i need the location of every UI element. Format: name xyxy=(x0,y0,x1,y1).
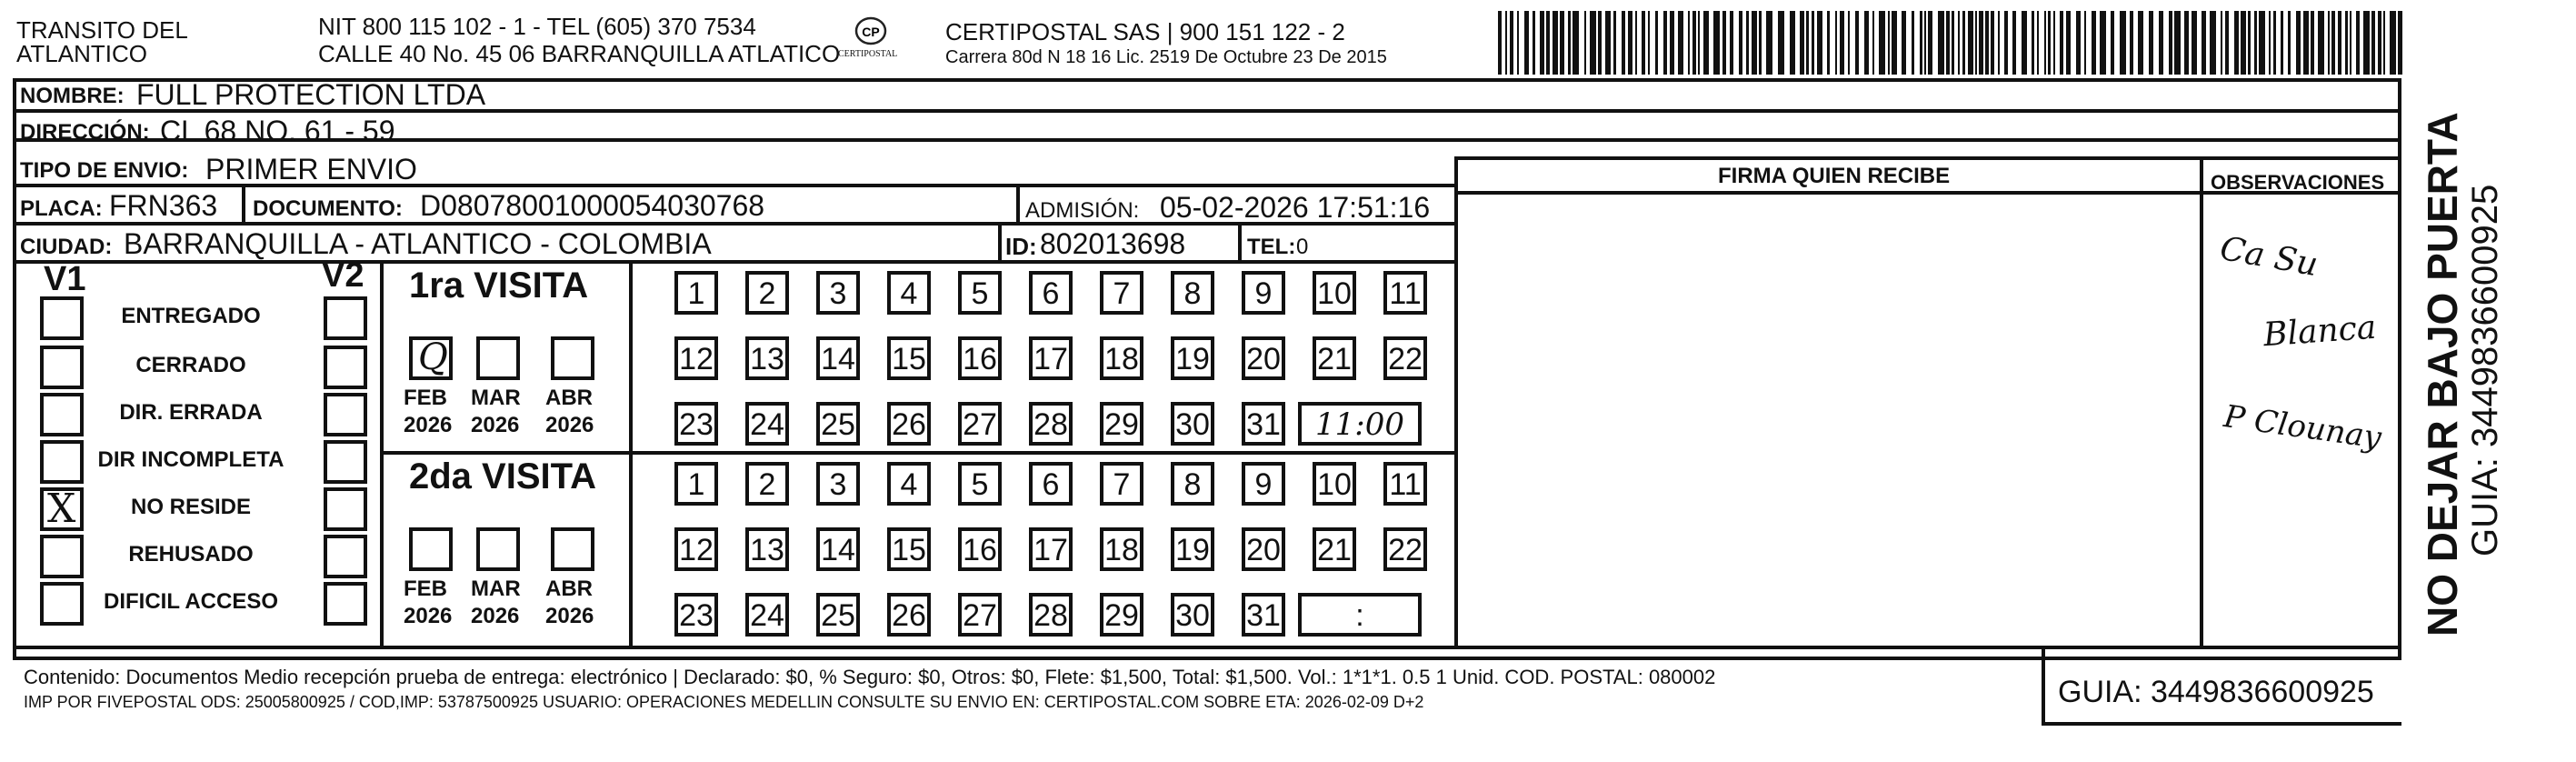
barcode-bar xyxy=(1962,11,1965,75)
month-label: FEB xyxy=(404,386,447,410)
barcode-bar xyxy=(1790,11,1795,75)
month-checkbox-abr[interactable] xyxy=(551,527,594,571)
day-box[interactable]: 3 xyxy=(816,271,860,315)
observaciones-label: OBSERVACIONES xyxy=(2211,171,2385,194)
day-box[interactable]: 29 xyxy=(1100,402,1143,446)
barcode-bar xyxy=(1505,11,1507,75)
barcode-bar xyxy=(1730,11,1733,75)
barcode-bar xyxy=(1924,11,1926,75)
barcode-bar xyxy=(2174,11,2181,75)
day-box[interactable]: 12 xyxy=(674,527,718,571)
reason-label: CERRADO xyxy=(135,353,246,377)
day-box[interactable]: 9 xyxy=(1242,271,1285,315)
admision-value: 05-02-2026 17:51:16 xyxy=(1160,191,1431,224)
day-box[interactable]: 11 xyxy=(1383,271,1427,315)
day-box[interactable]: 12 xyxy=(674,336,718,380)
firma-obs-divider xyxy=(2200,156,2203,649)
day-box[interactable]: 10 xyxy=(1313,271,1356,315)
barcode-bar xyxy=(1560,11,1564,75)
barcode-bar xyxy=(1590,11,1596,75)
day-box[interactable]: 7 xyxy=(1100,271,1143,315)
barcode-bar xyxy=(2210,11,2216,75)
company-line: CERTIPOSTAL SAS | 900 151 122 - 2 xyxy=(945,18,1345,45)
month-label: FEB xyxy=(404,577,447,601)
barcode-bar xyxy=(2120,11,2126,75)
v2-checkbox-3[interactable] xyxy=(324,393,367,436)
barcode-bar xyxy=(1835,11,1837,75)
barcode-bar xyxy=(2084,11,2086,75)
v2-checkbox-5[interactable] xyxy=(324,487,367,531)
barcode-bar xyxy=(1855,11,1859,75)
vertical-guia-text: GUIA: 3449836600925 xyxy=(2465,184,2505,556)
sender-name-line2: ATLANTICO xyxy=(16,40,147,67)
barcode-bar xyxy=(2060,11,2063,75)
barcode-bar xyxy=(1778,11,1784,75)
day-box[interactable]: 7 xyxy=(1100,462,1143,506)
nombre-label: NOMBRE: xyxy=(20,84,125,108)
reason-label: REHUSADO xyxy=(128,542,254,566)
barcode-bar xyxy=(1817,11,1822,75)
barcode-bar xyxy=(1806,11,1809,75)
barcode-bar xyxy=(1713,11,1720,75)
day-box[interactable]: 28 xyxy=(1029,402,1073,446)
barcode-bar xyxy=(1670,11,1674,75)
barcode-bar xyxy=(1524,11,1529,75)
day-box[interactable]: 17 xyxy=(1029,336,1073,380)
barcode-bar xyxy=(2169,11,2172,75)
barcode-bar xyxy=(2138,11,2143,75)
year-label: 2026 xyxy=(471,413,520,437)
barcode-bar xyxy=(2076,11,2081,75)
day-box[interactable]: 10 xyxy=(1313,462,1356,506)
barcode-bar xyxy=(1800,11,1804,75)
tel-value: 0 xyxy=(1296,235,1309,259)
year-label: 2026 xyxy=(404,413,453,437)
footer-contenido: Contenido: Documentos Medio recepción prueba de entrega: electrónico | Declarado: $0, % Seguro: $0, Otros: $0, Flete: $1,500, Total: $1,500. Vol.: 1*1*1. 0.5 1 Unid. COD. POSTAL: 080002 xyxy=(24,666,1716,688)
month-label: ABR xyxy=(545,386,593,410)
barcode-bar xyxy=(1752,11,1757,75)
barcode-bar xyxy=(1622,11,1625,75)
barcode-bar xyxy=(1746,11,1749,75)
day-box[interactable]: 20 xyxy=(1242,527,1285,571)
barcode-bar xyxy=(1628,11,1632,75)
day-box[interactable]: 17 xyxy=(1029,527,1073,571)
day-box[interactable]: 18 xyxy=(1100,336,1143,380)
id-value: 802013698 xyxy=(1040,227,1186,260)
barcode-bar xyxy=(2149,11,2153,75)
reason-label: DIR INCOMPLETA xyxy=(97,447,285,472)
time-box[interactable]: : xyxy=(1298,593,1422,637)
barcode-bar xyxy=(2202,11,2206,75)
day-box[interactable]: 16 xyxy=(958,527,1002,571)
observation-handwriting: Blanca xyxy=(2261,308,2378,355)
cell-divider xyxy=(1016,187,1020,224)
month-checkbox-mar[interactable] xyxy=(476,527,520,571)
barcode-bar xyxy=(1920,11,1922,75)
barcode-bar xyxy=(1879,11,1885,75)
v2-checkbox-1[interactable] xyxy=(324,296,367,340)
barcode-bar xyxy=(1946,11,1950,75)
day-box[interactable]: 27 xyxy=(958,402,1002,446)
barcode-bar xyxy=(2184,11,2189,75)
day-box[interactable]: 23 xyxy=(674,402,718,446)
day-box[interactable]: 14 xyxy=(816,336,860,380)
barcode-bar xyxy=(2338,11,2341,75)
day-box[interactable]: 20 xyxy=(1242,336,1285,380)
day-box[interactable]: 15 xyxy=(887,527,931,571)
barcode-bar xyxy=(1635,11,1637,75)
barcode-bar xyxy=(2130,11,2133,75)
day-box[interactable]: 5 xyxy=(958,271,1002,315)
left-right-divider xyxy=(1454,156,1458,649)
barcode-bar xyxy=(1872,11,1874,75)
license-line: Carrera 80d N 18 16 Lic. 2519 De Octubre 23 De 2015 xyxy=(945,47,1387,67)
tel-label: TEL: xyxy=(1247,235,1296,259)
day-box[interactable]: 5 xyxy=(958,462,1002,506)
barcode-bar xyxy=(2111,11,2114,75)
visit-divider xyxy=(380,451,1454,455)
cell-divider xyxy=(1238,226,1242,262)
barcode-bar xyxy=(1998,11,2000,75)
month-label: MAR xyxy=(471,577,521,601)
barcode-bar xyxy=(1848,11,1850,75)
direccion-label: DIRECCIÓN: xyxy=(20,120,150,145)
day-box[interactable]: 31 xyxy=(1242,593,1285,637)
barcode-bar xyxy=(1739,11,1742,75)
barcode-bar xyxy=(1892,11,1897,75)
barcode-bar xyxy=(1605,11,1611,75)
firma-label: FIRMA QUIEN RECIBE xyxy=(1718,164,1951,188)
day-box[interactable]: 2 xyxy=(745,462,789,506)
nombre-value: FULL PROTECTION LTDA xyxy=(136,78,486,111)
day-box[interactable]: 1 xyxy=(674,462,718,506)
barcode-bar xyxy=(2398,11,2402,75)
cell-divider xyxy=(242,187,245,224)
v2-checkbox-7[interactable] xyxy=(324,582,367,626)
tipo-label: TIPO DE ENVIO: xyxy=(20,158,189,183)
day-box[interactable]: 24 xyxy=(745,593,789,637)
year-label: 2026 xyxy=(545,604,594,628)
footer-imp: IMP POR FIVEPOSTAL ODS: 25005800925 / COD,IMP: 53787500925 USUARIO: OPERACIONES MEDELLIN CONSULTE SU ENVIO EN: CERTIPOSTAL.COM SOBRE ETA: 2026-02-09 D+2 xyxy=(24,693,1424,711)
barcode-bar xyxy=(2032,11,2034,75)
barcode-bar xyxy=(2004,11,2008,75)
barcode-bar xyxy=(2331,11,2335,75)
barcode-bar xyxy=(2241,11,2246,75)
barcode-bar xyxy=(2234,11,2239,75)
barcode-bar xyxy=(2303,11,2309,75)
barcode-bar xyxy=(2328,11,2330,75)
barcode-bar xyxy=(1510,11,1513,75)
barcode-bar xyxy=(1568,11,1571,75)
barcode-bar xyxy=(2296,11,2301,75)
footer-guia: GUIA: 3449836600925 xyxy=(2058,675,2374,709)
barcode-bar xyxy=(2066,11,2071,75)
placa-value: FRN363 xyxy=(109,189,218,222)
sender-nit: NIT 800 115 102 - 1 - TEL (605) 370 7534 xyxy=(318,13,756,40)
cell-divider xyxy=(998,226,1002,262)
year-label: 2026 xyxy=(404,604,453,628)
barcode-bar xyxy=(2225,11,2229,75)
day-box[interactable]: 13 xyxy=(745,527,789,571)
day-box[interactable]: 9 xyxy=(1242,462,1285,506)
reason-label: ENTREGADO xyxy=(121,304,261,328)
barcode-bar xyxy=(2345,11,2348,75)
barcode-bar xyxy=(2383,11,2385,75)
day-box[interactable]: 31 xyxy=(1242,402,1285,446)
months-days-divider xyxy=(629,262,633,647)
day-box[interactable]: 28 xyxy=(1029,593,1073,637)
sender-name-line1: TRANSITO DEL xyxy=(16,16,188,44)
checkbox-mark: X xyxy=(47,486,76,532)
barcode-bar xyxy=(2269,11,2271,75)
day-box[interactable]: 22 xyxy=(1383,527,1427,571)
reason-label: NO RESIDE xyxy=(130,495,252,519)
barcode-bar xyxy=(1975,11,1977,75)
day-box[interactable]: 25 xyxy=(816,402,860,446)
day-box[interactable]: 2 xyxy=(745,271,789,315)
barcode-bar xyxy=(2281,11,2283,75)
barcode-bar xyxy=(1540,11,1544,75)
barcode-bar xyxy=(1766,11,1772,75)
day-box[interactable]: 21 xyxy=(1313,527,1356,571)
day-box[interactable]: 24 xyxy=(745,402,789,446)
right-top-line xyxy=(1454,156,2401,160)
month-checkbox-mar[interactable] xyxy=(476,336,520,380)
barcode-bar xyxy=(1864,11,1869,75)
day-box[interactable]: 22 xyxy=(1383,336,1427,380)
barcode-bar xyxy=(1968,11,1973,75)
day-box[interactable]: 19 xyxy=(1171,336,1214,380)
v2-checkbox-2[interactable] xyxy=(324,346,367,389)
certipostal-logo xyxy=(838,15,898,64)
barcode-bar xyxy=(2378,11,2381,75)
month-checkbox-abr[interactable] xyxy=(551,336,594,380)
year-label: 2026 xyxy=(471,604,520,628)
no-dejar-bajo-puerta: NO DEJAR BAJO PUERTA xyxy=(2419,112,2466,637)
observation-handwriting: P Clounay xyxy=(2222,398,2384,456)
month-checkbox-feb[interactable] xyxy=(409,527,453,571)
barcode-bar xyxy=(1952,11,1954,75)
barcode-bar xyxy=(2037,11,2039,75)
barcode-bar xyxy=(1902,11,1906,75)
day-box[interactable]: 30 xyxy=(1171,402,1214,446)
barcode-bar xyxy=(2192,11,2197,75)
barcode-bar xyxy=(2053,11,2055,75)
barcode xyxy=(1498,11,2407,75)
day-box[interactable]: 4 xyxy=(887,271,931,315)
footer-bottom xyxy=(2042,722,2401,726)
barcode-bar xyxy=(2159,11,2163,75)
barcode-bar xyxy=(1613,11,1616,75)
visit-title: 2da VISITA xyxy=(409,456,596,496)
barcode-bar xyxy=(1692,11,1696,75)
day-box[interactable]: 4 xyxy=(887,462,931,506)
tipo-value: PRIMER ENVIO xyxy=(205,153,417,185)
footer-guia-divider xyxy=(2042,646,2045,726)
reason-label: DIFICIL ACCESO xyxy=(103,589,278,614)
barcode-bar xyxy=(1598,11,1602,75)
barcode-bar xyxy=(1663,11,1667,75)
barcode-bar xyxy=(2044,11,2046,75)
documento-value: D0807800100005403076​8 xyxy=(420,189,765,222)
barcode-bar xyxy=(1573,11,1579,75)
ciudad-value: BARRANQUILLA - ATLANTICO - COLOMBIA xyxy=(124,227,712,260)
barcode-bar xyxy=(2318,11,2324,75)
day-box[interactable]: 26 xyxy=(887,402,931,446)
day-box[interactable]: 26 xyxy=(887,593,931,637)
barcode-bar xyxy=(1928,11,1932,75)
barcode-bar xyxy=(1912,11,1914,75)
admision-label: ADMISIÓN: xyxy=(1025,198,1140,223)
day-box[interactable]: 8 xyxy=(1171,462,1214,506)
month-checkbox-feb[interactable] xyxy=(409,336,453,380)
day-box[interactable]: 29 xyxy=(1100,593,1143,637)
barcode-bar xyxy=(2273,11,2276,75)
barcode-bar xyxy=(2048,11,2051,75)
day-box[interactable]: 27 xyxy=(958,593,1002,637)
day-box[interactable]: 6 xyxy=(1029,271,1073,315)
barcode-bar xyxy=(1938,11,1944,75)
day-box[interactable]: 15 xyxy=(887,336,931,380)
barcode-bar xyxy=(2259,11,2265,75)
barcode-bar xyxy=(2356,11,2360,75)
barcode-bar xyxy=(2092,11,2096,75)
barcode-bar xyxy=(1688,11,1690,75)
barcode-bar xyxy=(2022,11,2027,75)
barcode-bar xyxy=(2350,11,2351,75)
documento-label: DOCUMENTO: xyxy=(253,196,403,221)
vertical-warning xyxy=(2418,112,2472,637)
barcode-bar xyxy=(1759,11,1762,75)
barcode-bar xyxy=(2100,11,2106,75)
v2-checkbox-6[interactable] xyxy=(324,535,367,578)
barcode-bar xyxy=(1888,11,1890,75)
barcode-bar xyxy=(1958,11,1960,75)
barcode-bar xyxy=(1979,11,1983,75)
barcode-bar xyxy=(2363,11,2370,75)
barcode-bar xyxy=(1703,11,1709,75)
barcode-bar xyxy=(2248,11,2251,75)
logo-text: CERTIPOSTAL xyxy=(838,49,898,59)
day-box[interactable]: 8 xyxy=(1171,271,1214,315)
day-box[interactable]: 11 xyxy=(1383,462,1427,506)
barcode-bar xyxy=(1533,11,1535,75)
barcode-bar xyxy=(2221,11,2222,75)
vertical-guia xyxy=(2465,120,2511,556)
direccion-value: CL 68 NO. 61 - 59 xyxy=(160,115,395,147)
barcode-bar xyxy=(1498,11,1502,75)
barcode-bar xyxy=(1812,11,1814,75)
ciudad-label: CIUDAD: xyxy=(20,235,113,259)
id-label: ID: xyxy=(1005,233,1037,260)
day-box[interactable]: 25 xyxy=(816,593,860,637)
barcode-bar xyxy=(1827,11,1830,75)
barcode-bar xyxy=(2371,11,2375,75)
barcode-bar xyxy=(2390,11,2396,75)
barcode-bar xyxy=(2288,11,2291,75)
barcode-bar xyxy=(1678,11,1683,75)
svg-text:CP: CP xyxy=(862,25,880,39)
month-mark: Q xyxy=(418,336,448,378)
v2-checkbox-4[interactable] xyxy=(324,440,367,484)
barcode-bar xyxy=(1655,11,1658,75)
barcode-bar xyxy=(2012,11,2016,75)
barcode-bar xyxy=(2254,11,2257,75)
day-box[interactable]: 14 xyxy=(816,527,860,571)
day-box[interactable]: 23 xyxy=(674,593,718,637)
day-box[interactable]: 1 xyxy=(674,271,718,315)
day-box[interactable]: 21 xyxy=(1313,336,1356,380)
barcode-bar xyxy=(1991,11,1994,75)
day-box[interactable]: 19 xyxy=(1171,527,1214,571)
barcode-bar xyxy=(1642,11,1645,75)
barcode-bar xyxy=(1517,11,1519,75)
day-box[interactable]: 30 xyxy=(1171,593,1214,637)
placa-label: PLACA: xyxy=(20,196,103,221)
time-box[interactable]: 11:00 xyxy=(1298,402,1422,446)
year-label: 2026 xyxy=(545,413,594,437)
barcode-bar xyxy=(1546,11,1550,75)
barcode-bar xyxy=(1840,11,1844,75)
barcode-bar xyxy=(1698,11,1700,75)
sender-address: CALLE 40 No. 45 06 BARRANQUILLA ATLATICO xyxy=(318,40,841,67)
barcode-bar xyxy=(1553,11,1558,75)
month-label: ABR xyxy=(545,577,593,601)
day-box[interactable]: 3 xyxy=(816,462,860,506)
day-box[interactable]: 16 xyxy=(958,336,1002,380)
observation-handwriting: Ca Su xyxy=(2217,229,2321,285)
visit-title: 1ra VISITA xyxy=(409,266,589,306)
reason-label: DIR. ERRADA xyxy=(119,400,263,425)
v1-label: V1 xyxy=(44,260,86,298)
v2-label: V2 xyxy=(322,256,364,295)
day-box[interactable]: 6 xyxy=(1029,462,1073,506)
barcode-bar xyxy=(1985,11,1989,75)
barcode-bar xyxy=(1722,11,1726,75)
barcode-bar xyxy=(2311,11,2314,75)
month-label: MAR xyxy=(471,386,521,410)
barcode-bar xyxy=(1648,11,1650,75)
day-box[interactable]: 18 xyxy=(1100,527,1143,571)
barcode-bar xyxy=(1584,11,1586,75)
day-box[interactable]: 13 xyxy=(745,336,789,380)
